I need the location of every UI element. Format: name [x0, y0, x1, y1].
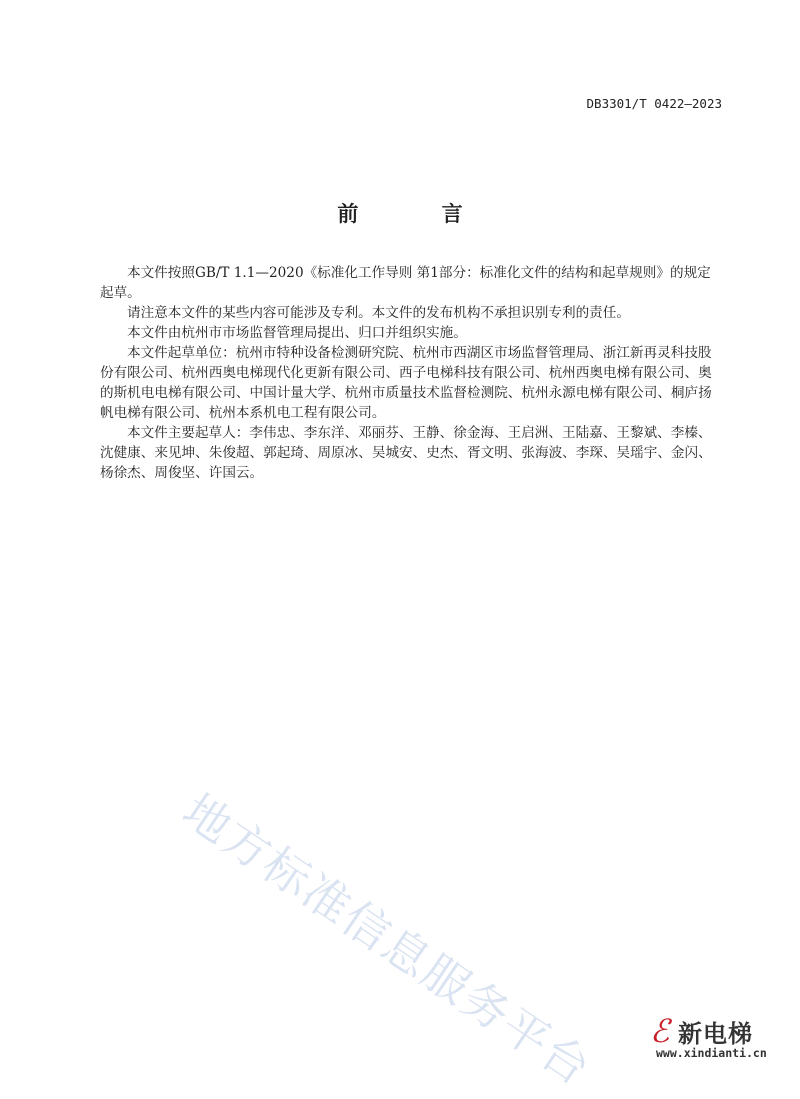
text-line: 帆电梯有限公司、杭州本系机电工程有限公司。 — [100, 405, 386, 421]
text-line: 请注意本文件的某些内容可能涉及专利。本文件的发布机构不承担识别专利的责任。 — [127, 305, 630, 321]
text-line: 本文件按照GB/T 1.1—2020《标准化工作导则 第1部分：标准化文件的结构和起草规则》的规定 — [127, 265, 711, 281]
text-line: 起草。 — [100, 285, 141, 301]
text-line: 的斯机电电梯有限公司、中国计量大学、杭州市质量技术监督检测院、杭州永源电梯有限公司、桐庐扬 — [100, 385, 712, 401]
logo-url: www.xindianti.cn — [656, 1046, 767, 1060]
text-line: 本文件主要起草人：李伟忠、李东洋、邓丽芬、王静、徐金海、王启洲、王陆嘉、王黎斌、李榛、 — [127, 425, 712, 441]
standard-code: DB3301/T 0422—2023 — [586, 96, 722, 111]
text-line: 沈健康、来见坤、朱俊超、郭起琦、周原冰、吴城安、史杰、胥文明、张海波、李琛、吴瑶宇、金闪、 — [100, 445, 712, 461]
paragraph — [100, 263, 724, 303]
site-logo — [650, 1010, 795, 1066]
text-line: 杨徐杰、周俊坚、许国云。 — [100, 465, 264, 481]
paragraph — [100, 423, 724, 483]
document-body — [100, 263, 724, 483]
paragraph — [100, 323, 724, 343]
text-line: 本文件起草单位：杭州市特种设备检测研究院、杭州市西湖区市场监督管理局、浙江新再灵科技股 — [127, 345, 712, 361]
paragraph — [100, 303, 724, 323]
text-line: 份有限公司、杭州西奥电梯现代化更新有限公司、西子电梯科技有限公司、杭州西奥电梯有限公司、奥 — [100, 365, 712, 381]
page-title: 前 言 — [337, 202, 501, 226]
watermark: 地方标准信息服务平台 — [173, 783, 602, 1097]
logo-name: 新电梯 — [678, 1020, 753, 1048]
logo-heart-icon: ℰ — [650, 1012, 670, 1050]
text-line: 本文件由杭州市市场监督管理局提出、归口并组织实施。 — [127, 325, 467, 341]
paragraph — [100, 343, 724, 423]
